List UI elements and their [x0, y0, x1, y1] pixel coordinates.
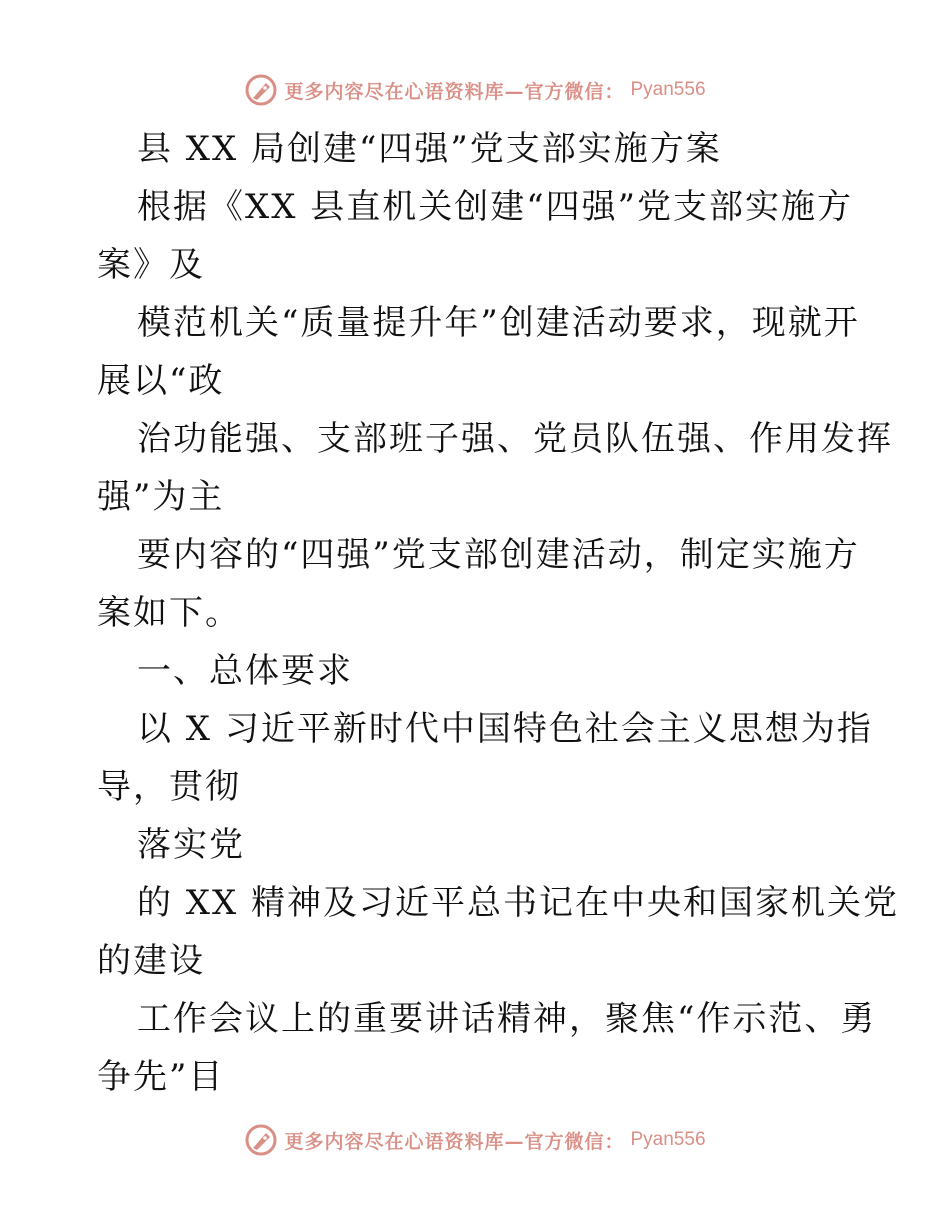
document-body: [97, 120, 900, 1106]
paragraph-line: 的 XX 精神及习近平总书记在中央和国家机关党: [137, 883, 900, 923]
watermark-text: 更多内容尽在心语资料库—官方微信：: [284, 1130, 625, 1153]
watermark-footer: [0, 1120, 950, 1160]
paragraph-line: 的建设: [97, 941, 205, 981]
watermark-wechat-id: Pyan556: [630, 79, 706, 100]
watermark-text: 更多内容尽在心语资料库—官方微信：: [284, 80, 625, 103]
pen-nib-logo-icon: [244, 73, 278, 107]
paragraph-line: 治功能强、支部班子强、党员队伍强、作用发挥: [137, 419, 893, 459]
section-heading: 一、总体要求: [137, 651, 353, 691]
watermark-header: [0, 70, 950, 110]
paragraph-line: 案如下。: [97, 593, 241, 633]
pen-nib-logo-icon: [244, 1123, 278, 1157]
paragraph-line: 根据《XX 县直机关创建“四强”党支部实施方: [137, 187, 853, 227]
paragraph-line: 以 X 习近平新时代中国特色社会主义思想为指: [137, 709, 873, 749]
document-title: 县 XX 局创建“四强”党支部实施方案: [137, 129, 722, 169]
paragraph-line: 落实党: [137, 825, 245, 865]
paragraph-line: 展以“政: [97, 361, 225, 401]
paragraph-line: 案》及: [97, 245, 205, 285]
paragraph-line: 工作会议上的重要讲话精神，聚焦“作示范、勇: [137, 999, 877, 1039]
paragraph-line: 导，贯彻: [97, 767, 241, 807]
paragraph-line: 争先”目: [97, 1057, 225, 1097]
paragraph-line: 要内容的“四强”党支部创建活动，制定实施方: [137, 535, 860, 575]
paragraph-line: 模范机关“质量提升年”创建活动要求，现就开: [137, 303, 860, 343]
watermark-wechat-id: Pyan556: [630, 1129, 706, 1150]
paragraph-line: 强”为主: [97, 477, 225, 517]
